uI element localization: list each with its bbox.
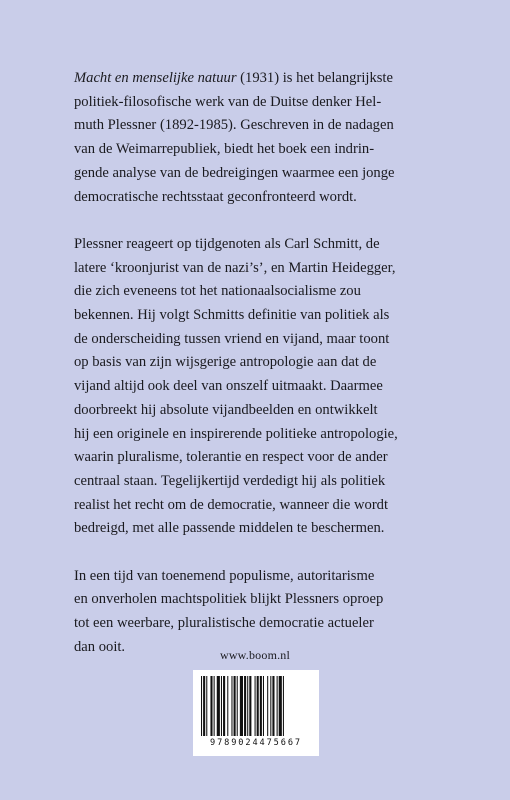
text-line: de onderscheiding tussen vriend en vijand, maar toont xyxy=(74,330,390,347)
barcode-bar xyxy=(244,676,246,736)
barcode-bar xyxy=(255,676,256,736)
text-line: Plessner reageert op tijdgenoten als Carl Schmitt, de xyxy=(74,235,380,252)
barcode-bar xyxy=(223,676,225,736)
barcode-bar xyxy=(247,676,248,736)
text-line: hij een originele en inspirerende politieke antropologie, xyxy=(74,425,398,442)
text-line: democratische rechtsstaat geconfronteerd wordt. xyxy=(74,188,357,205)
barcode-bar xyxy=(267,676,268,736)
text-line: gende analyse van de bedreigingen waarmee een jonge xyxy=(74,164,395,181)
text-line: centraal staan. Tegelijkertijd verdedigt hij als politiek xyxy=(74,472,386,489)
barcode-bar xyxy=(210,676,212,736)
barcode-bar xyxy=(237,676,238,736)
paragraph-1 xyxy=(74,67,446,209)
text-line: op basis van zijn wijsgerige antropologie aan dat de xyxy=(74,354,377,371)
barcode-bar xyxy=(231,676,232,736)
book-title: Macht en menselijke natuur xyxy=(74,70,237,86)
isbn-barcode xyxy=(193,670,319,756)
text-line: tot een weerbare, pluralistische democratie actueler xyxy=(74,615,374,632)
barcode-bar xyxy=(283,676,284,736)
barcode-bar xyxy=(217,676,220,736)
text-line: Macht en menselijke natuur (1931) is het belangrijkste xyxy=(74,70,393,86)
text-line: latere ‘kroonjurist van de nazi’s’, en Martin Heidegger, xyxy=(74,259,396,276)
barcode-bar xyxy=(257,676,259,736)
text-line: realist het recht om de democratie, wanneer die wordt xyxy=(74,496,389,513)
text-line: waarin pluralisme, tolerantie en respect voor de ander xyxy=(74,449,388,466)
paragraph-3 xyxy=(74,565,446,660)
text-line: bedreigd, met alle passende middelen te beschermen. xyxy=(74,520,385,537)
text-line: politiek-filosofische werk van de Duitse denker Hel- xyxy=(74,93,382,110)
barcode-bar xyxy=(201,676,202,736)
barcode-bar xyxy=(203,676,205,736)
barcode-bar xyxy=(234,676,236,736)
barcode-bar xyxy=(270,676,271,736)
barcode-bar xyxy=(227,676,228,736)
text-line: bekennen. Hij volgt Schmitts definitie van politiek als xyxy=(74,307,390,324)
barcode-bar xyxy=(260,676,262,736)
blurb-text xyxy=(74,67,446,683)
text-line: en onverholen machtspolitiek blijkt Plessners oproep xyxy=(74,591,384,608)
paragraph-2 xyxy=(74,233,446,541)
barcode-digits: 9789024475667 xyxy=(210,738,302,748)
barcode-bar xyxy=(214,676,215,736)
text-line: muth Plessner (1892-1985). Geschreven in de nadagen xyxy=(74,117,394,134)
text-line: van de Weimarrepubliek, biedt het boek een indrin- xyxy=(74,141,375,158)
text-line: dan ooit. xyxy=(74,638,126,655)
barcode-bar xyxy=(272,676,274,736)
barcode-bar xyxy=(240,676,243,736)
text-line: vijand altijd ook deel van onszelf uitmaakt. Daarmee xyxy=(74,378,383,395)
text-line: In een tijd van toenemend populisme, autoritarisme xyxy=(74,567,375,584)
barcode-bar xyxy=(221,676,222,736)
barcode-bar xyxy=(263,676,264,736)
barcode-bar xyxy=(279,676,282,736)
text-line: die zich eveneens tot het nationaalsocialisme zou xyxy=(74,283,361,300)
publisher-website: www.boom.nl xyxy=(219,648,291,662)
barcode-bar xyxy=(249,676,251,736)
barcode-bars xyxy=(199,676,313,736)
barcode-bar xyxy=(206,676,207,736)
barcode-bar xyxy=(277,676,278,736)
text-line: doorbreekt hij absolute vijandbeelden en ontwikkelt xyxy=(74,401,378,418)
